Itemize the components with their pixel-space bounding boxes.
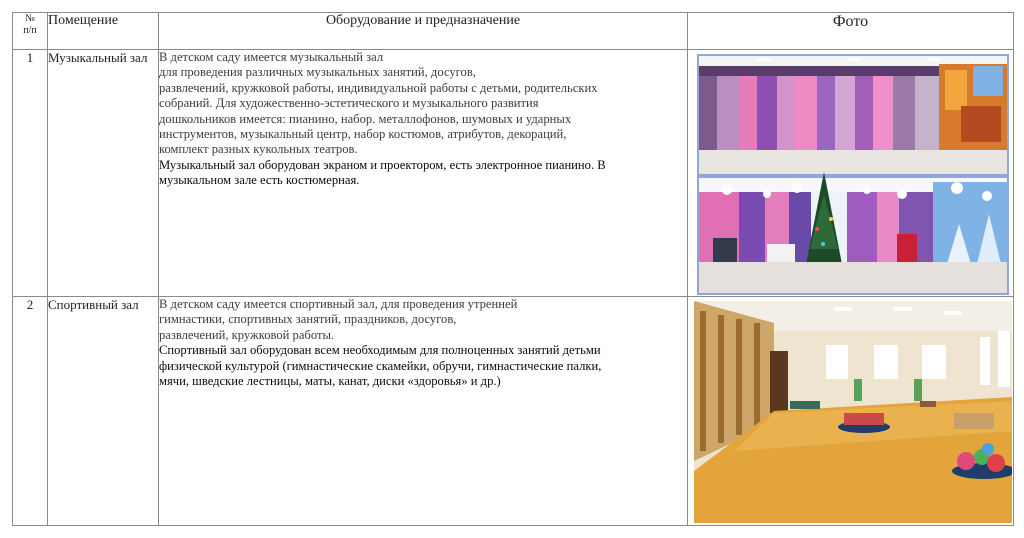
room-description [159,297,688,526]
rooms-table [12,12,1014,526]
table-row [13,297,1014,526]
description-line: Музыкальный зал оборудован экраном и проектором, есть электронное пианино. В [159,157,606,172]
room-name: Спортивный зал [48,297,159,526]
header-number-abbr: п/п [23,25,37,36]
description-line: мячи, шведские лестницы, маты, канат, диски «здоровья» и др.) [159,374,501,389]
header-description: Оборудование и предназначение [159,13,688,50]
header-number-symbol: № [25,13,35,24]
header-number [13,13,48,50]
music-hall-photo [697,54,1009,295]
header-photo: Фото [688,13,1014,50]
header-room: Помещение [48,13,159,50]
description-line: музыкальном зале есть костюмерная. [159,173,360,188]
description-line: для проведения различных музыкальных занятий, досугов, [159,65,476,80]
photo-cell [688,297,1014,526]
row-number: 2 [13,297,48,526]
description-line: Спортивный зал оборудован всем необходимым для полноценных занятий детьми [159,343,601,358]
description-line: собраний. Для художественно-эстетического и музыкального развития [159,96,539,111]
description-line: дошкольников имеется: пианино, набор. металлофонов, шумовых и ударных [159,111,572,126]
table-row [13,50,1014,297]
description-line: В детском саду имеется спортивный зал, для проведения утренней [159,297,518,311]
sport-hall-photo [694,301,1012,523]
room-name: Музыкальный зал [48,50,159,297]
description-line: гимнастики, спортивных занятий, праздников, досугов, [159,312,457,327]
room-description [159,50,688,297]
description-line: физической культурой (гимнастические скамейки, обручи, гимнастические палки, [159,358,602,373]
description-line: В детском саду имеется музыкальный зал [159,50,384,64]
description-line: комплект разных кукольных театров. [159,142,358,157]
description-line: развлечений, кружковой работы, индивидуальной работы с детьми, родительских [159,80,598,95]
row-number: 1 [13,50,48,297]
description-line: развлечений, кружковой работы. [159,327,335,342]
photo-cell [688,50,1014,297]
description-line: инструментов, музыкальный центр, набор костюмов, атрибутов, декораций, [159,127,567,142]
table-header-row [13,13,1014,50]
